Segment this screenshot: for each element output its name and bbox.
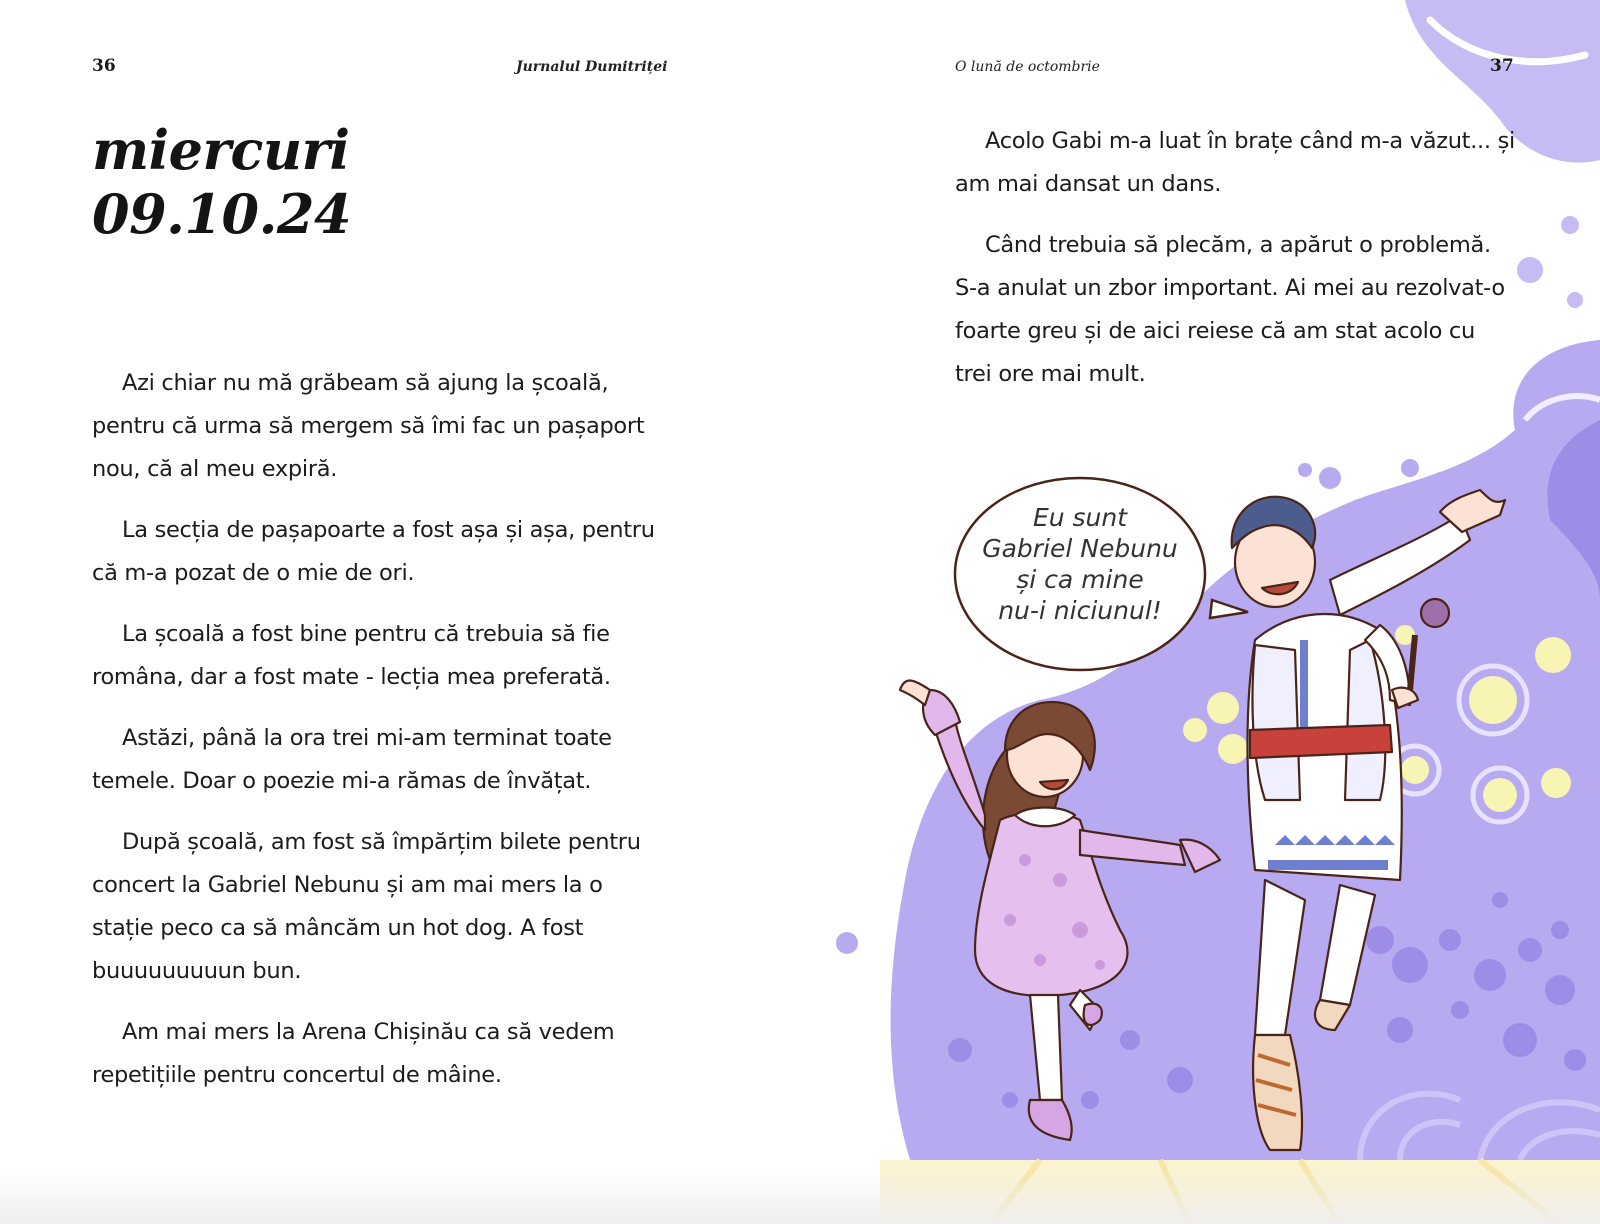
page-bottom-shadow bbox=[0, 1170, 1600, 1224]
paragraph: Astăzi, până la ora trei mi-am terminat toate temele. Doar o poezie mi-a rămas de învățat. bbox=[92, 725, 612, 794]
paragraph: Acolo Gabi m-a luat în brațe când m-a văzut... și am mai dansat un dans. bbox=[955, 128, 1515, 197]
right-page-number: 37 bbox=[1490, 56, 1514, 76]
entry-day-name: miercuri bbox=[92, 118, 350, 182]
speech-line: și ca mine bbox=[1016, 565, 1144, 594]
speech-bubble-text bbox=[960, 502, 1200, 626]
paragraph: Am mai mers la Arena Chișinău ca să vedem repetițiile pentru concertul de mâine. bbox=[92, 1019, 615, 1088]
paragraph: Azi chiar nu mă grăbeam să ajung la școală, pentru că urma să mergem să îmi fac un pașaport nou, că al meu expiră. bbox=[92, 370, 645, 482]
left-running-title: Jurnalul Dumitriței bbox=[516, 59, 668, 75]
paragraph: La școală a fost bine pentru că trebuia să fie româna, dar a fost mate - lecția mea preferată. bbox=[92, 621, 611, 690]
paragraph: După școală, am fost să împărțim bilete pentru concert la Gabriel Nebunu și am mai mers la o stație peco ca să mâncăm un hot dog. A fost buuuuuuuuun bun. bbox=[92, 829, 641, 984]
left-page-number: 36 bbox=[92, 56, 116, 76]
speech-line: Eu sunt bbox=[1032, 503, 1128, 532]
speech-line: Gabriel Nebunu bbox=[982, 534, 1178, 563]
paragraph: La secția de pașapoarte a fost așa și așa, pentru că m-a pozat de o mie de ori. bbox=[92, 517, 655, 586]
right-running-title: O lună de octombrie bbox=[955, 59, 1100, 75]
entry-date: 09.10.24 bbox=[92, 182, 352, 246]
paragraph: Când trebuia să plecăm, a apărut o problemă. S-a anulat un zbor important. Ai mei au rezolvat-o foarte greu și de aici reiese că am stat acolo cu trei ore mai mult. bbox=[955, 232, 1505, 387]
speech-line: nu-i niciunul! bbox=[998, 596, 1162, 625]
right-body-text bbox=[955, 120, 1515, 414]
